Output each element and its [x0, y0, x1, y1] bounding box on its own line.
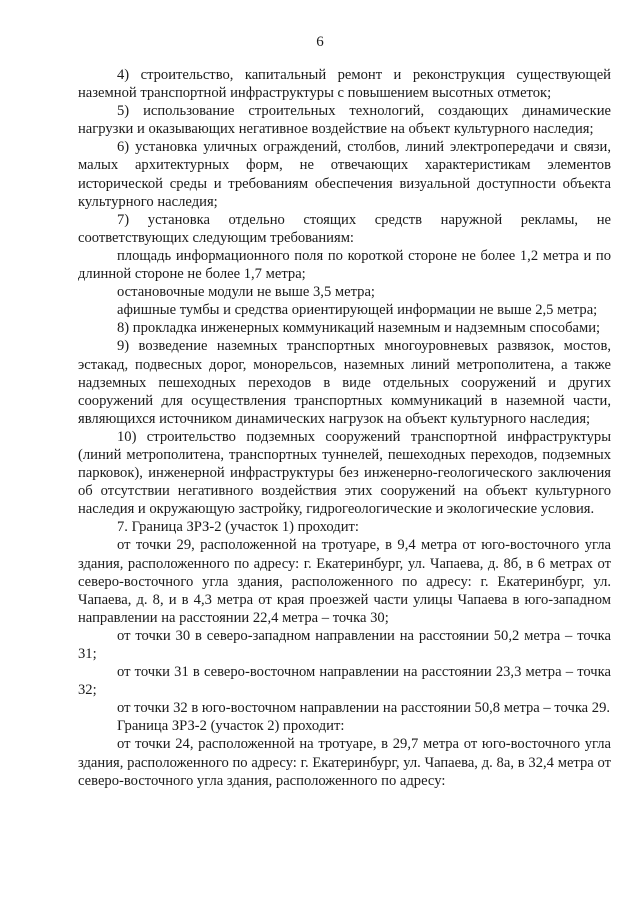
paragraph: 6) установка уличных ограждений, столбов, линий электропередачи и связи, малых архитектурных форм, не отвечающих характеристикам элементов исторической среды и требованиям обеспечения визуальной доступности объекта культурного наследия; [78, 139, 611, 210]
paragraph: 8) прокладка инженерных коммуникаций наземным и надземным способами; [117, 320, 601, 337]
paragraph: от точки 29, расположенной на тротуаре, в 9,4 метра от юго-восточного угла здания, расположенного по адресу: г. Екатеринбург, ул. Чапаева, д. 8б, в 6 метрах от северо-восточного угла здания, расположенного по адресу: г. Екатеринбург, ул. Чапаева, д. 8, и в 4,3 метра от края проезжей части улицы Чапаева в юго-западном направлении на расстоянии 22,4 метра – точка 30; [78, 537, 611, 626]
paragraph: от точки 32 в юго-восточном направлении на расстоянии 50,8 метра – точка 29. [117, 700, 611, 717]
paragraph: от точки 31 в северо-восточном направлении на расстоянии 23,3 метра – точка 32; [78, 664, 611, 699]
paragraph: 4) строительство, капитальный ремонт и реконструкция существующей наземной транспортной инфраструктуры с повышением высотных отметок; [78, 67, 611, 102]
section-heading: Граница ЗРЗ-2 (участок 2) проходит: [117, 718, 345, 735]
paragraph: 7) установка отдельно стоящих средств наружной рекламы, не соответствующих следующим требованиям: [78, 211, 611, 246]
paragraph: остановочные модули не выше 3,5 метра; [117, 284, 375, 301]
paragraph: от точки 24, расположенной на тротуаре, в 29,7 метра от юго-восточного угла здания, расположенного по адресу: г. Екатеринбург, ул. Чапаева, д. 8а, в 32,4 метра от северо-восточного угла здания, расположенного по адресу: [78, 736, 611, 789]
document-body [78, 66, 611, 790]
paragraph: 9) возведение наземных транспортных многоуровневых развязок, мостов, эстакад, подвесных дорог, монорельсов, наземных линий метрополитена, а также надземных пешеходных переходов в виде отдельных сооружений и других сооружений для осуществления транспортных коммуникаций в наземной части, являющихся источником динамических нагрузок на объект культурного наследия; [78, 338, 611, 427]
paragraph: 10) строительство подземных сооружений транспортной инфраструктуры (линий метрополитена, транспортных туннелей, пешеходных переходов, подземных парковок), инженерной инфраструктуры без инженерно-геологического заключения об отсутствии негативного воздействия этих сооружений на объект культурного наследия и окружающую застройку, гидрогеологические и экологические условия. [78, 428, 611, 518]
paragraph: 5) использование строительных технологий, создающих динамические нагрузки и оказывающих негативное воздействие на объект культурного наследия; [78, 103, 611, 138]
page-number: 6 [316, 34, 324, 50]
paragraph: от точки 30 в северо-западном направлении на расстоянии 50,2 метра – точка 31; [78, 627, 611, 662]
paragraph: афишные тумбы и средства ориентирующей информации не выше 2,5 метра; [117, 302, 598, 319]
section-heading: 7. Граница ЗРЗ-2 (участок 1) проходит: [117, 519, 359, 536]
paragraph: площадь информационного поля по короткой стороне не более 1,2 метра и по длинной стороне не более 1,7 метра; [78, 247, 611, 283]
